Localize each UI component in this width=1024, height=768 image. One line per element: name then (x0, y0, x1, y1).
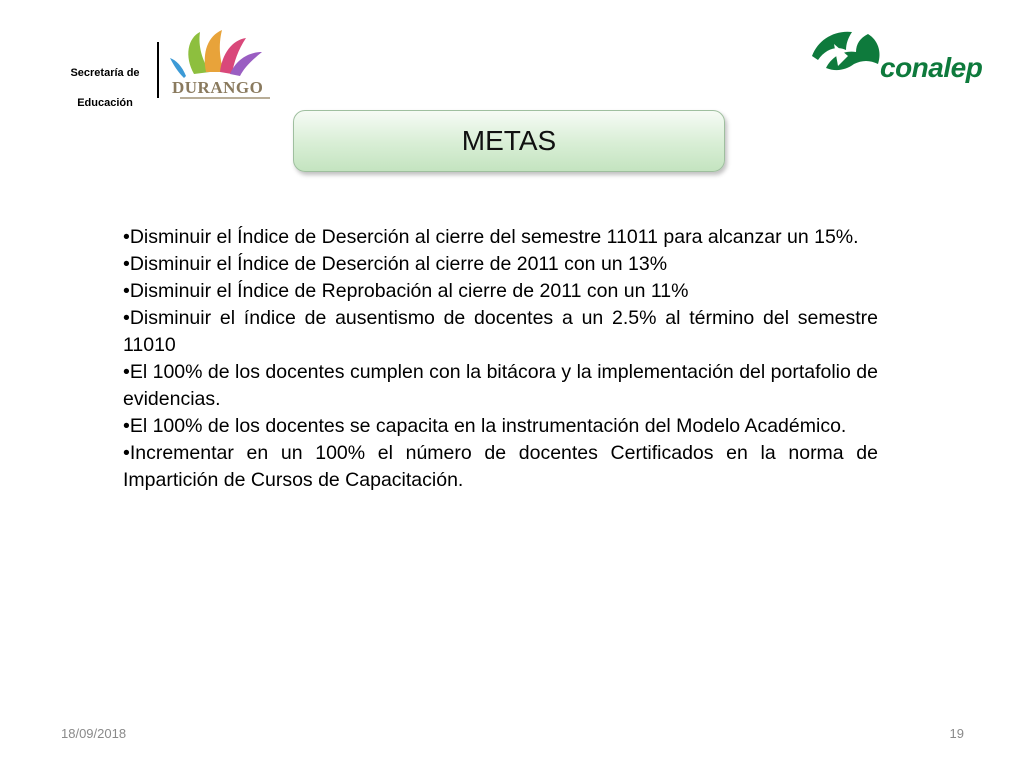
list-item: •Disminuir el índice de ausentismo de docentes a un 2.5% al término del semestre 11010 (123, 307, 878, 356)
conalep-logo-icon (808, 26, 884, 82)
header-divider (157, 42, 159, 98)
page-number: 19 (949, 726, 964, 741)
conalep-logo-text: conalep (880, 52, 983, 83)
durango-logo-underline (180, 97, 270, 99)
list-item: •Disminuir el Índice de Deserción al cierre de 2011 con un 13% (123, 253, 668, 275)
list-item: •El 100% de los docentes cumplen con la bitácora y la implementación del portafolio de evidencias. (123, 361, 878, 410)
secretaria-line1: Secretaría de (70, 67, 140, 79)
footer-date: 18/09/2018 (61, 726, 127, 741)
list-item: •Incrementar en un 100% el número de docentes Certificados en la norma de Impartición de Cursos de Capacitación. (123, 442, 878, 491)
list-item: •Disminuir el Índice de Deserción al cierre del semestre 11011 para alcanzar un 15%. (123, 226, 859, 248)
list-item: •El 100% de los docentes se capacita en la instrumentación del Modelo Académico. (123, 415, 847, 437)
goals-list (123, 224, 878, 494)
title-box (293, 110, 725, 172)
secretaria-line2: Educación (77, 97, 133, 109)
durango-logo-text: DURANGO (172, 78, 264, 97)
secretaria-label (52, 58, 158, 118)
slide-title: METAS (461, 125, 557, 156)
list-item: •Disminuir el Índice de Reprobación al cierre de 2011 con un 11% (123, 280, 689, 302)
